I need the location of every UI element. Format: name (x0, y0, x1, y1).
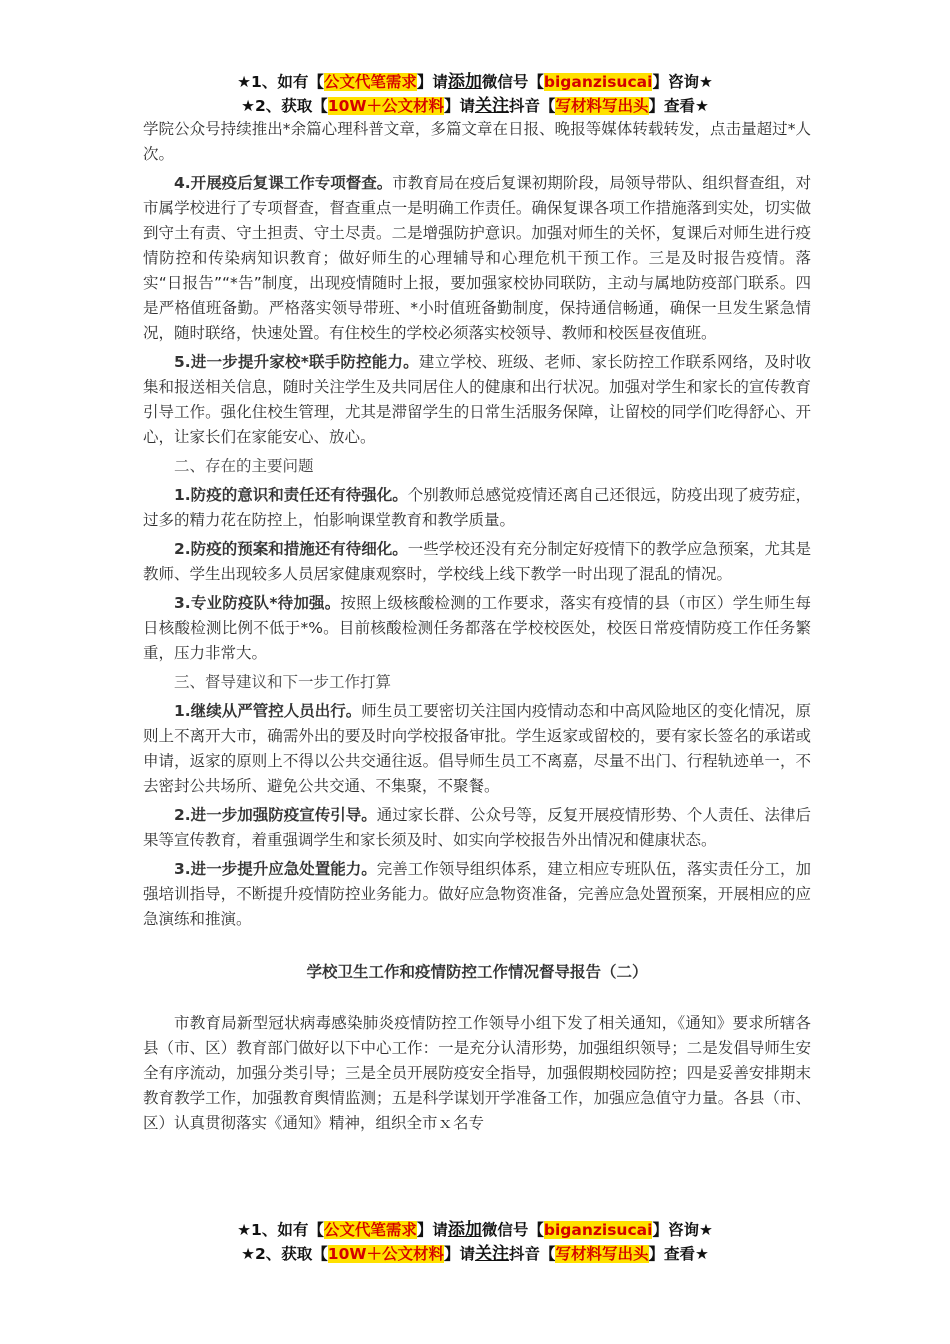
promo-text: 抖音【 (508, 97, 556, 115)
paragraph (143, 591, 811, 666)
paragraph (143, 483, 811, 533)
promo-text: 】查看★ (648, 1245, 709, 1263)
promo-text: 】咨询★ (652, 1221, 713, 1239)
promo-text: ★1、如有【 (237, 1221, 324, 1239)
promo-text: 】咨询★ (652, 73, 713, 91)
promo-text: 】请 (443, 1245, 475, 1263)
promo-highlight: 10W＋公文材料 (327, 97, 444, 115)
paragraph (143, 803, 811, 853)
promo-highlight: 公文代笔需求 (323, 1221, 417, 1239)
promo-highlight: 公文代笔需求 (323, 73, 417, 91)
paragraph-heading: 2.进一步加强防疫宣传引导。 (174, 806, 377, 824)
report-title: 学校卫生工作和疫情防控工作情况督导报告（二） (306, 963, 648, 981)
promo-underline: 关注 (474, 1244, 509, 1264)
paragraph (143, 537, 811, 587)
paragraph (143, 350, 811, 450)
promo-text: 抖音【 (508, 1245, 556, 1263)
paragraph-heading: 1.继续从严管控人员出行。 (174, 702, 362, 720)
paragraph-text: 完善工作领导组织体系，建立相应专班队伍，落实责任分工，加强培训指导，不断提升疫情防控业务能力。做好应急物资准备，完善应急处置预案，开展相应的应急演练和推演。 (143, 860, 811, 928)
document-body (143, 117, 811, 1136)
paragraph-heading: 2.防疫的预案和措施还有待细化。 (174, 540, 408, 558)
paragraph-heading: 4.开展疫后复课工作专项督查。 (174, 174, 393, 192)
promo-text: 】请 (416, 1221, 448, 1239)
promo-wechat-id: biganzisucai (543, 1221, 653, 1239)
paragraph-text: 个别教师总感觉疫情还离自己还很远，防疫出现了疲劳症，过多的精力花在防控上，怕影响课堂教育和教学质量。 (143, 486, 811, 529)
promo-text: ★2、获取【 (241, 1245, 328, 1263)
paragraph-text: 通过家长群、公众号等，反复开展疫情形势、个人责任、法律后果等宣传教育，着重强调学生和家长须及时、如实向学校报告外出情况和健康状态。 (143, 806, 811, 849)
promo-text: ★1、如有【 (237, 73, 324, 91)
promo-line-2-bottom (0, 1242, 950, 1266)
promo-text: ★2、获取【 (241, 97, 328, 115)
section-heading: 三、督导建议和下一步工作打算 (174, 673, 392, 691)
paragraph-heading: 5.进一步提升家校*联手防控能力。 (174, 353, 419, 371)
paragraph-heading: 3.进一步提升应急处置能力。 (174, 860, 377, 878)
paragraph: 学院公众号持续推出*余篇心理科普文章，多篇文章在日报、晚报等媒体转载转发，点击量超过*人次。 (143, 120, 811, 163)
promo-text: 】请 (416, 73, 448, 91)
promo-line-1 (0, 70, 950, 94)
promo-line-2 (0, 94, 950, 118)
promo-underline: 关注 (474, 96, 509, 116)
promo-wechat-id: biganzisucai (543, 73, 653, 91)
promo-douyin-id: 写材料写出头 (555, 1245, 649, 1263)
promo-text: 微信号【 (481, 1221, 544, 1239)
paragraph (143, 699, 811, 799)
paragraph-text: 建立学校、班级、老师、家长防控工作联系网络，及时收集和报送相关信息，随时关注学生及共同居住人的健康和出行状况。加强对学生和家长的宣传教育引导工作。强化住校生管理，尤其是滞留学生的日常生活服务保障，让留校的同学们吃得舒心、开心，让家长们在家能安心、放心。 (143, 353, 811, 446)
paragraph-heading: 3.专业防疫队*待加强。 (174, 594, 341, 612)
paragraph-text: 市教育局在疫后复课初期阶段，局领导带队、组织督查组，对市属学校进行了专项督查，督查重点一是明确工作责任。确保复课各项工作措施落到实处，切实做到守土有责、守土担责、守土尽责。二是增强防护意识。加强对师生的关怀，复课后对师生进行疫情防控和传染病知识教育；做好师生的心理辅导和心理危机干预工作。三是及时报告疫情。落实“日报告”“*告”制度，出现疫情随时上报，要加强家校协同联防，主动与属地防疫部门联系。四是严格值班备勤。严格落实领导带班、*小时值班备勤制度，保持通信畅通，确保一旦发生紧急情况，随时联络，快速处置。有住校生的学校必须落实校领导、教师和校医昼夜值班。 (143, 174, 811, 342)
promo-text: 】查看★ (648, 97, 709, 115)
promo-text: 微信号【 (481, 73, 544, 91)
promo-underline: 添加 (447, 1220, 482, 1240)
paragraph-heading: 1.防疫的意识和责任还有待强化。 (174, 486, 408, 504)
promo-douyin-id: 写材料写出头 (555, 97, 649, 115)
paragraph (143, 171, 811, 346)
paragraph-text: 师生员工要密切关注国内疫情动态和中高风险地区的变化情况，原则上不离开大市，确需外出的要及时向学校报备审批。学生返家或留校的，要有家长签名的承诺或申请，返家的原则上不得以公共交通往返。倡导师生员工不离嘉，尽量不出门、行程轨迹单一，不去密封公共场所、避免公共交通、不集聚，不聚餐。 (143, 702, 811, 795)
promo-line-1-bottom (0, 1218, 950, 1242)
promo-text: 】请 (443, 97, 475, 115)
section-heading: 二、存在的主要问题 (174, 457, 314, 475)
paragraph-text: 按照上级核酸检测的工作要求，落实有疫情的县（市区）学生师生每日核酸检测比例不低于*%。目前核酸检测任务都落在学校校医处，校医日常疫情防疫工作任务繁重，压力非常大。 (143, 594, 811, 662)
promo-underline: 添加 (447, 72, 482, 92)
paragraph (143, 857, 811, 932)
paragraph-text: 一些学校还没有充分制定好疫情下的教学应急预案，尤其是教师、学生出现较多人员居家健康观察时，学校线上线下教学一时出现了混乱的情况。 (143, 540, 811, 583)
paragraph: 市教育局新型冠状病毒感染肺炎疫情防控工作领导小组下发了相关通知，《通知》要求所辖各县（市、区）教育部门做好以下中心工作：一是充分认清形势，加强组织领导；二是发倡导师生安全有序流动，加强分类引导；三是全员开展防疫安全指导，加强假期校园防控；四是妥善安排期末教育教学工作，加强教育舆情监测；五是科学谋划开学准备工作，加强应急值守力量。各县（市、区）认真贯彻落实《通知》精神，组织全市ｘ名专 (143, 1014, 811, 1132)
promo-highlight: 10W＋公文材料 (327, 1245, 444, 1263)
